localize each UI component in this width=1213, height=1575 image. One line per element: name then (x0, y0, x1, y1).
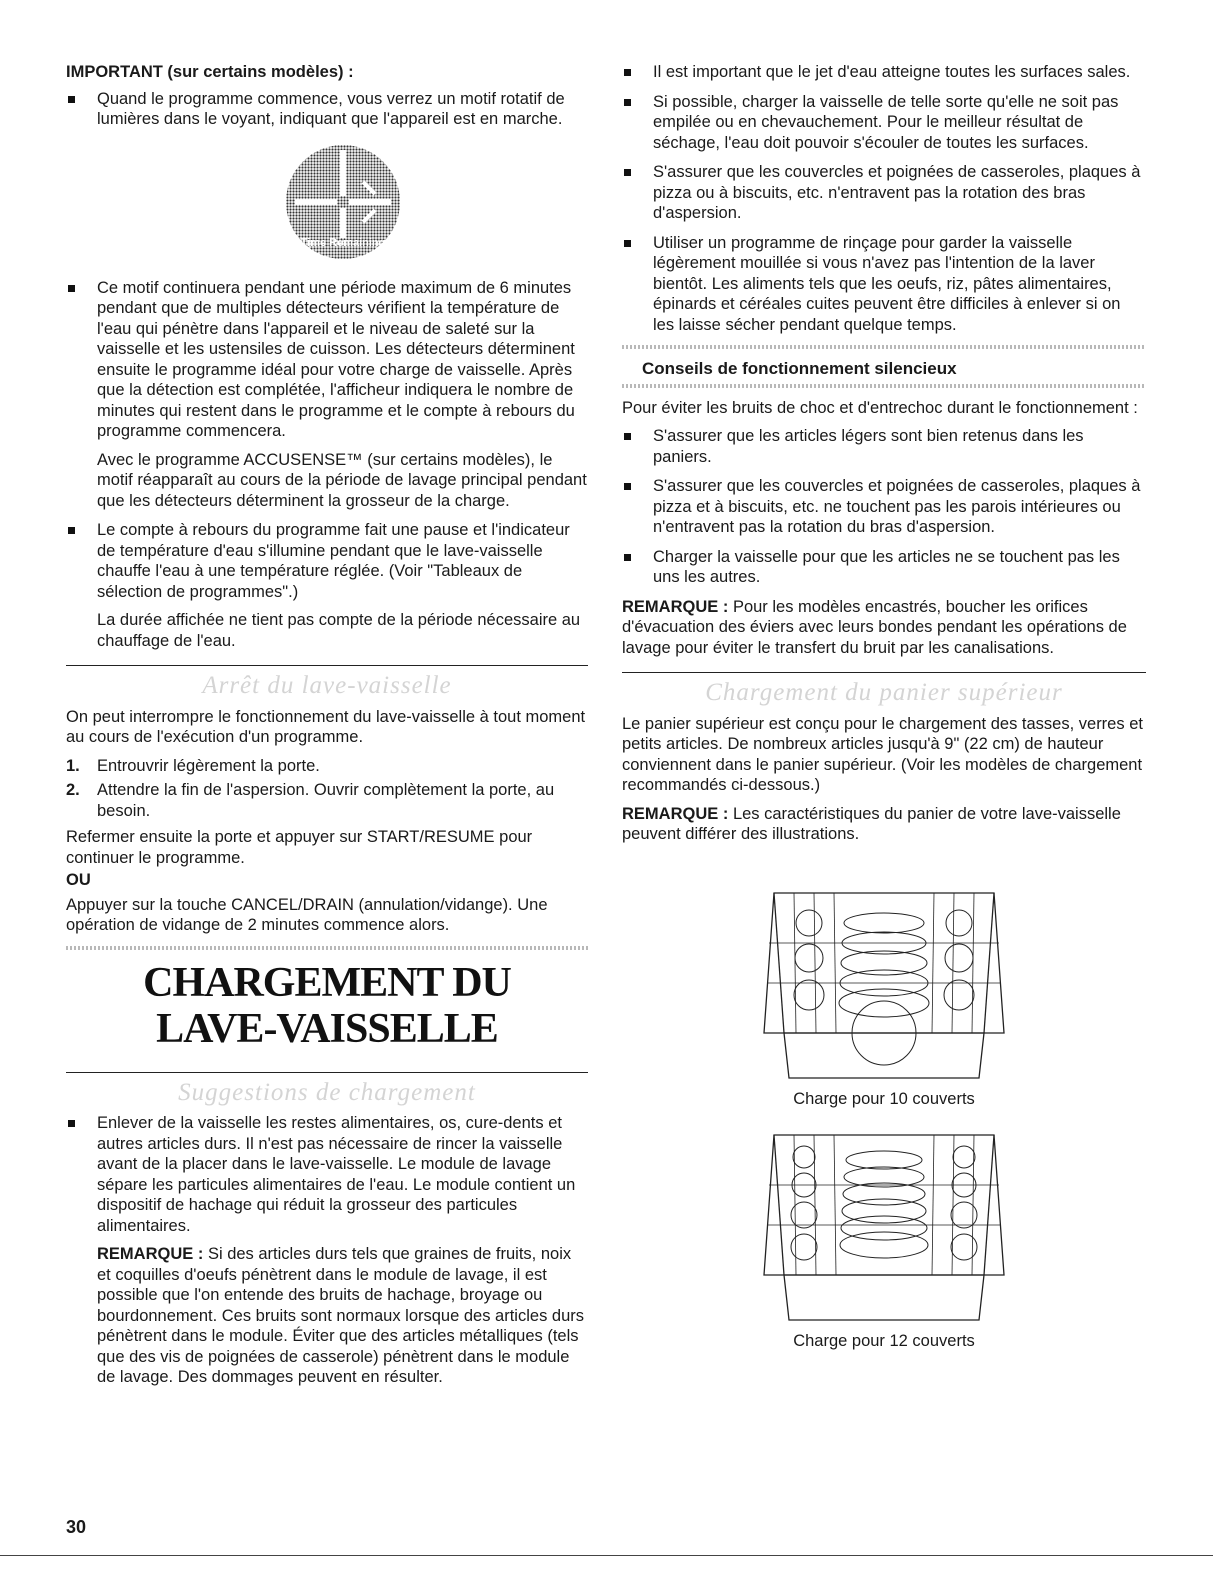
list-item-text: S'assurer que les couvercles et poignées de casseroles, plaques à pizza et à biscuits, etc. ne touchent pas les parois intérieures ou n'entravent pas la rotation du bras d'aspersion. (653, 477, 1141, 536)
stop-after: Refermer ensuite la porte et appuyer sur START/RESUME pour continuer le programme. (66, 828, 533, 867)
section-divider (66, 665, 588, 666)
page-number: 30 (66, 1517, 87, 1537)
list-item (66, 278, 588, 512)
tips-list (622, 62, 1146, 335)
step-text: Attendre la fin de l'aspersion. Ouvrir complètement la porte, au besoin. (97, 781, 555, 820)
list-item (622, 162, 1146, 224)
list-item-text: Enlever de la vaisselle les restes alimentaires, os, cure-dents et autres articles durs. Il n'est pas nécessaire de rincer la vaisselle avant de la placer dans le lave-vaisselle. Le module de lavage sépare les particules alimentaires de l'eau. Le module contient un dispositif de hachage qui réduit la grosseur des particules alimentaires. (97, 1114, 576, 1235)
stop-intro: On peut interrompre le fonctionnement du lave-vaisselle à tout moment au cours de l'exécution d'un programme. (66, 707, 586, 746)
list-item (622, 426, 1146, 467)
step-item (66, 780, 588, 821)
or-label: OU (66, 871, 91, 889)
important-heading: IMPORTANT (sur certains modèles) : (66, 63, 354, 81)
chapter-title-line-1: CHARGEMENT DU (143, 959, 511, 1006)
list-item-text: Charger la vaisselle pour que les articles ne se touchent pas les uns les autres. (653, 547, 1120, 586)
step-number: 1. (66, 756, 80, 775)
list-item (66, 1113, 588, 1388)
stop-steps (66, 756, 588, 822)
list-item (622, 233, 1146, 336)
dotted-divider (622, 384, 1146, 388)
indicator-label: Time Remaining (300, 236, 385, 249)
note-label: REMARQUE : (622, 804, 729, 823)
note-text: Si des articles durs tels que graines de fruits, noix et coquilles d'oeufs pénètrent dans le module de lavage, il est possible que l'on entende des bruits de hachage, broyage ou bourdonnement. Ces bruits sont normaux lorsque des articles durs pénètrent dans le module. Éviter que des articles métalliques (tels que des vis de poignées de casserole) pénètrent dans le module de lavage. Des dommages peuvent en résulter. (97, 1245, 584, 1386)
step-number: 2. (66, 781, 80, 799)
indicator-figure (97, 142, 588, 262)
rack-figure-12 (622, 1125, 1146, 1325)
list-item-text: Ce motif continuera pendant une période maximum de 6 minutes pendant que de multiples détecteurs vérifient la température de l'eau qui pénètre dans l'appareil et le niveau de saleté sur la vaisselle et les ustensiles de cuisson. Les détecteurs déterminent ensuite le programme idéal pour votre charge de vaisselle. Après que la détection est complétée, l'afficheur indiquera le nombre de minutes qui restent dans le programme et le compte à rebours du programme commencera. (97, 278, 575, 440)
note-paragraph (97, 1244, 588, 1388)
list-item (66, 520, 588, 651)
list-item-text: Si possible, charger la vaisselle de telle sorte qu'elle ne soit pas empilée ou en chevauchement. Pour le meilleur résultat de séchage, l'eau doit pouvoir s'écouler de toutes les surfaces. (653, 92, 1119, 152)
step-text: Entrouvrir légèrement la porte. (97, 756, 320, 775)
footer-rule (0, 1555, 1213, 1556)
right-column (622, 62, 1146, 1352)
dish-rack-12-icon (754, 1125, 1014, 1325)
suggestions-list (66, 1113, 588, 1388)
list-item-text: Il est important que le jet d'eau atteigne toutes les surfaces sales. (653, 63, 1131, 81)
list-item-paragraph: La durée affichée ne tient pas compte de la période nécessaire au chauffage de l'eau. (97, 611, 581, 650)
quiet-list (622, 426, 1146, 588)
section-title-suggestions: Suggestions de chargement (178, 1078, 476, 1106)
left-column (66, 62, 588, 1397)
quiet-intro: Pour éviter les bruits de choc et d'entrechoc durant le fonctionnement : (622, 398, 1138, 417)
rack-figure-10 (622, 883, 1146, 1083)
step-item (66, 756, 588, 777)
dish-rack-10-icon (754, 883, 1014, 1083)
note-text: Pour les modèles encastrés, boucher les orifices d'évacuation des éviers avec leurs bondes pendant les opérations de lavage pour éviter le transfert du bruit par les canalisations. (622, 597, 1127, 657)
dotted-divider (66, 946, 588, 950)
list-item-text: S'assurer que les articles légers sont bien retenus dans les paniers. (653, 427, 1084, 466)
rack-caption-12: Charge pour 12 couverts (793, 1332, 975, 1350)
chapter-title (66, 960, 588, 1052)
upper-rack-note (622, 804, 1146, 845)
list-item-paragraph: Avec le programme ACCUSENSE™ (sur certains modèles), le motif réapparaît au cours de la période de lavage principal pendant que les détecteurs déterminent la grosseur de la charge. (97, 450, 587, 510)
list-item (622, 62, 1146, 83)
list-item (622, 476, 1146, 538)
chapter-title-line-2: LAVE-VAISSELLE (156, 1005, 498, 1052)
list-item-text: Le compte à rebours du programme fait une pause et l'indicateur de température d'eau s'illumine pendant que le lave-vaisselle chauffe l'eau à une température réglée. (Voir "Tableaux de sélection de programmes".) (97, 521, 570, 601)
rack-caption-10: Charge pour 10 couverts (793, 1089, 975, 1108)
rotating-lights-indicator-icon (283, 142, 403, 262)
list-item-text: Utiliser un programme de rinçage pour garder la vaisselle légèrement mouillée si vous n'avez pas l'intention de la laver bientôt. Les aliments tels que les oeufs, riz, pâtes alimentaires, épinards et céréales cuites peuvent être difficiles à enlever si on les laisse sécher pendant quelque temps. (653, 233, 1121, 334)
quiet-note (622, 597, 1146, 659)
section-title-stop: Arrêt du lave-vaisselle (202, 672, 452, 699)
list-item (66, 89, 588, 262)
note-label: REMARQUE : (97, 1245, 204, 1263)
list-item-text: S'assurer que les couvercles et poignées de casseroles, plaques à pizza ou à biscuits, etc. n'entravent pas la rotation des bras d'aspersion. (653, 163, 1141, 222)
list-item (622, 92, 1146, 154)
upper-rack-paragraph: Le panier supérieur est conçu pour le chargement des tasses, verres et petits articles. De nombreux articles jusqu'à 9" (22 cm) de hauteur conviennent dans le panier supérieur. (Voir les modèles de chargement recommandés ci-dessous.) (622, 714, 1143, 794)
important-list (66, 89, 588, 652)
stop-alternative: Appuyer sur la touche CANCEL/DRAIN (annulation/vidange). Une opération de vidange de 2 minutes commence alors. (66, 895, 548, 934)
quiet-heading: Conseils de fonctionnement silencieux (642, 359, 957, 378)
list-item (622, 547, 1146, 588)
dotted-divider (622, 345, 1146, 349)
note-label: REMARQUE : (622, 597, 729, 616)
note-text: Les caractéristiques du panier de votre lave-vaisselle peuvent différer des illustrations. (622, 804, 1121, 843)
section-divider (66, 1072, 588, 1073)
section-divider (622, 672, 1146, 673)
section-title-upper-rack: Chargement du panier supérieur (705, 679, 1063, 706)
list-item-text: Quand le programme commence, vous verrez un motif rotatif de lumières dans le voyant, indiquant que l'appareil est en marche. (97, 89, 565, 128)
